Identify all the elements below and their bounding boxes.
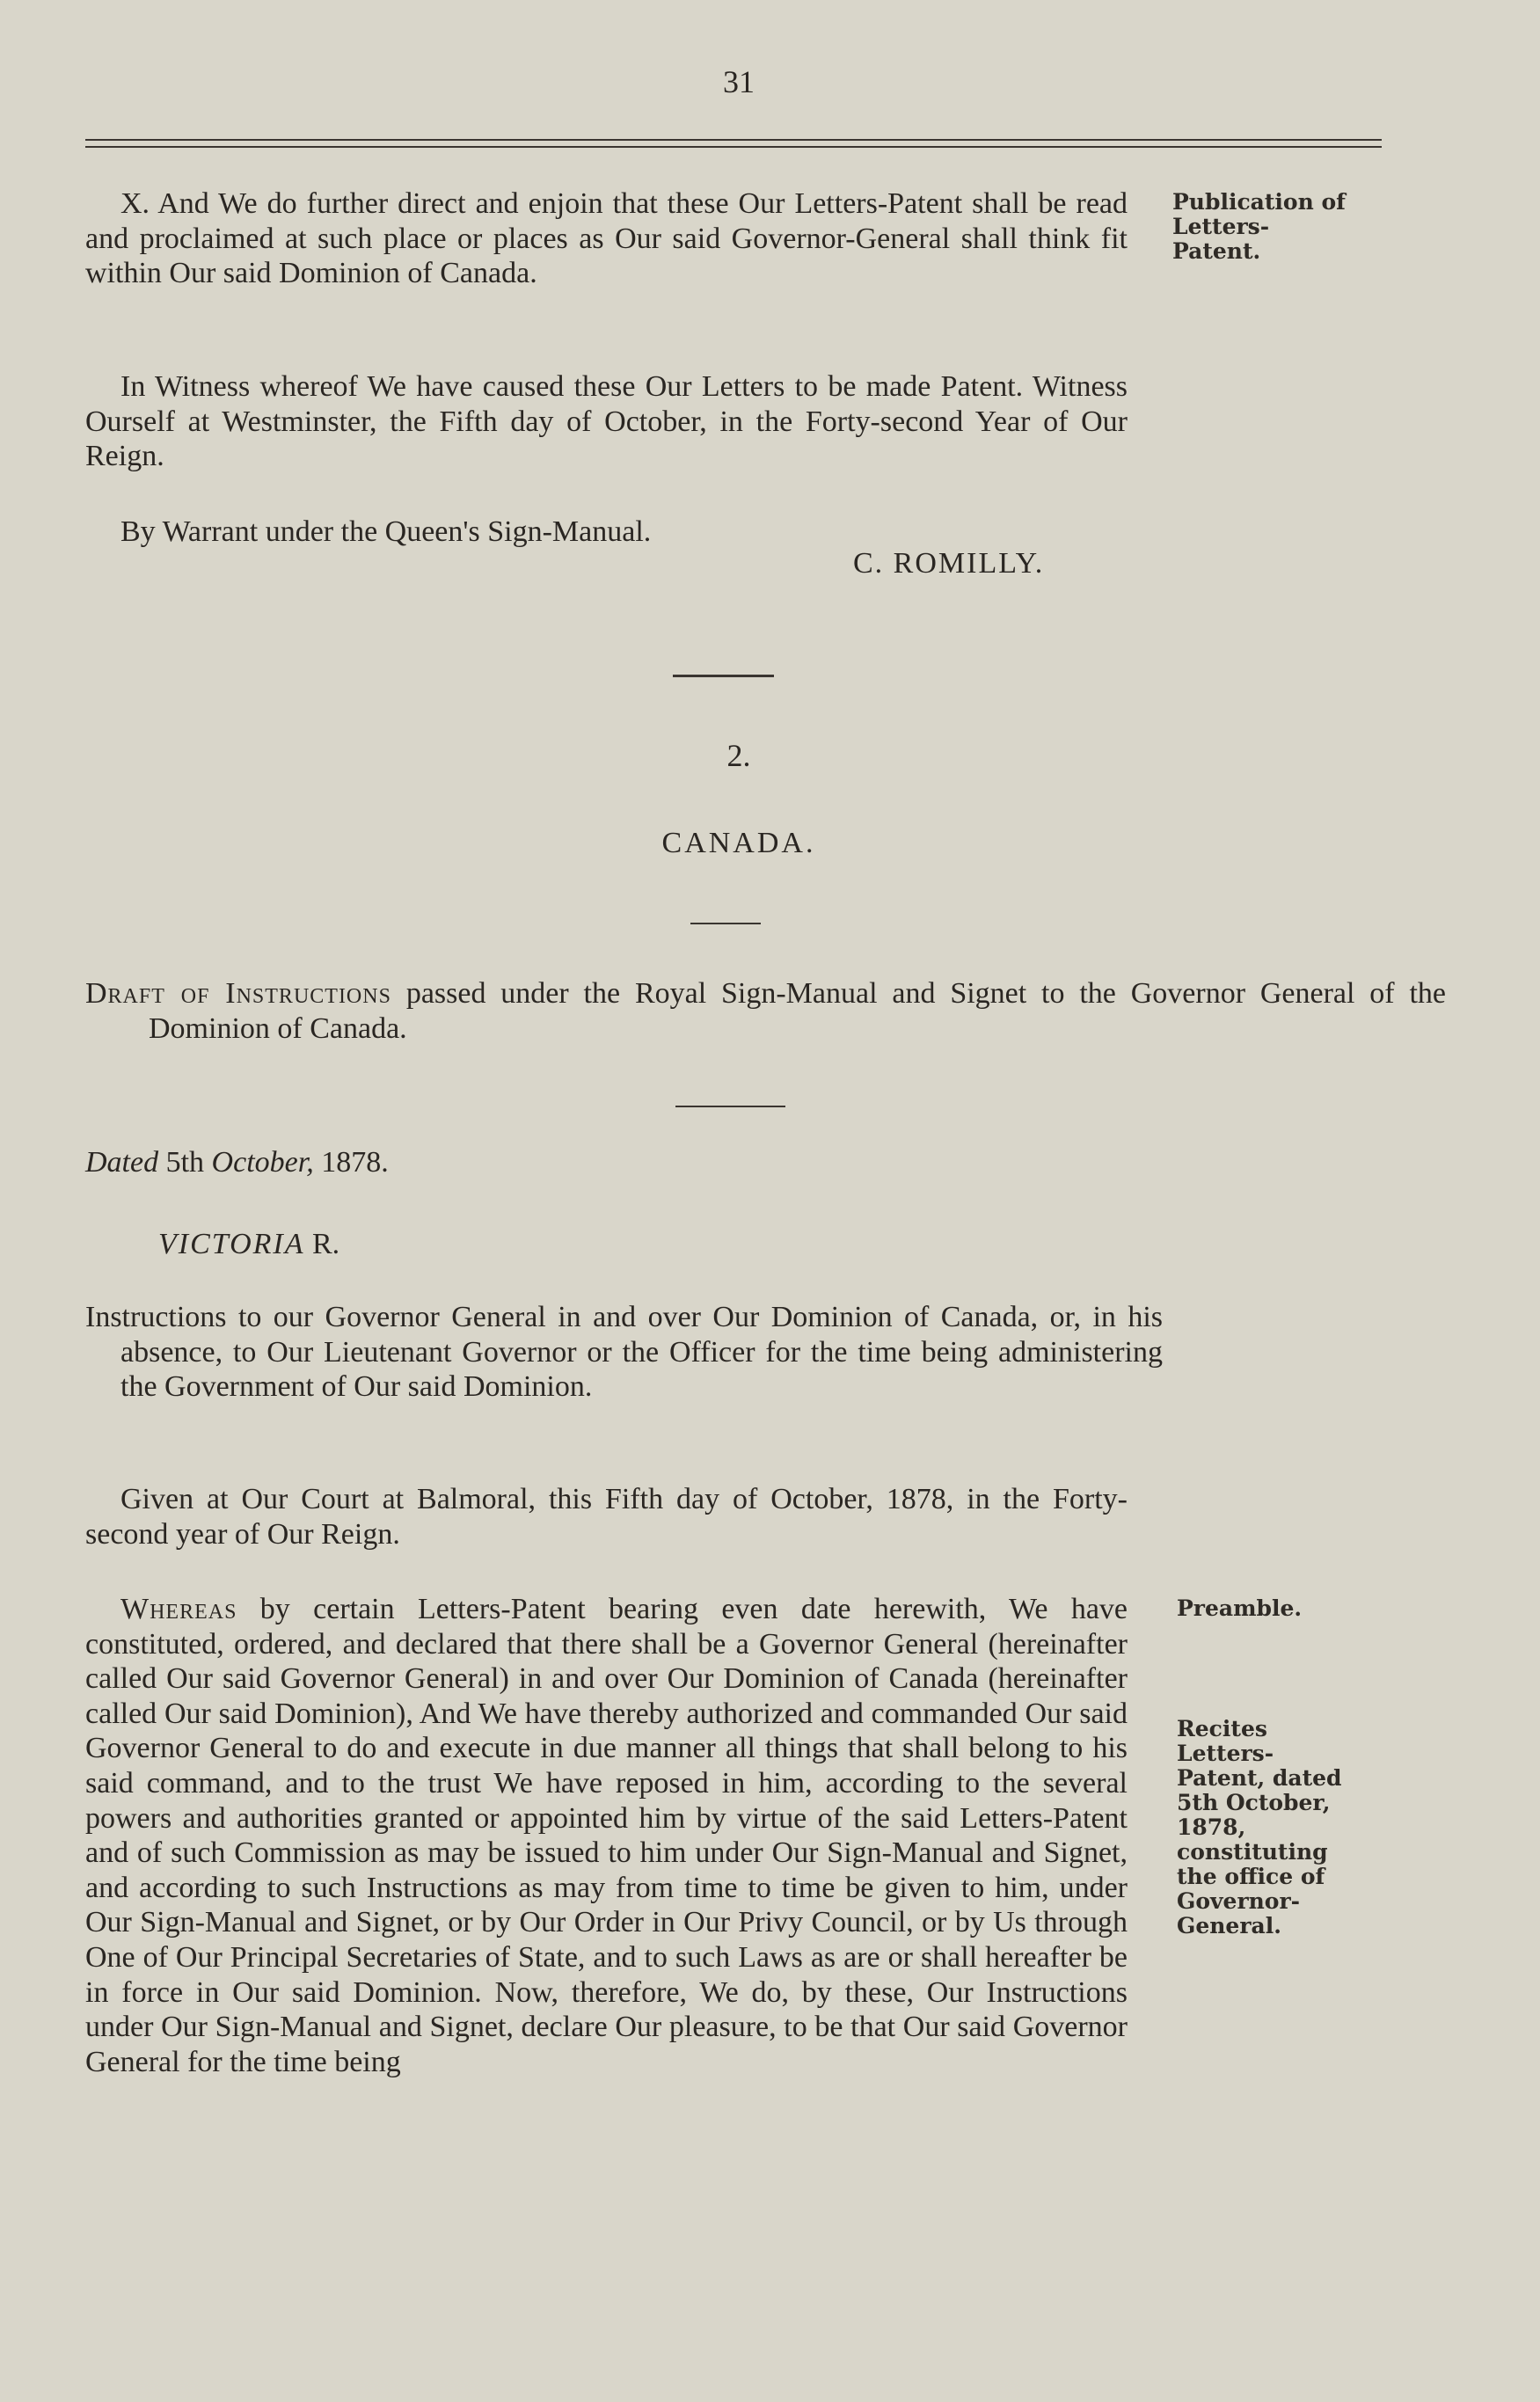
page-number: 31	[723, 64, 755, 99]
dated-year: 1878.	[321, 1146, 389, 1179]
signature-romilly: C. ROMILLY.	[853, 547, 1045, 580]
victoria-line	[158, 1227, 339, 1262]
warrant-line: By Warrant under the Queen's Sign-Manual.	[120, 515, 652, 548]
dated-month: October,	[211, 1146, 314, 1179]
witness-paragraph	[85, 369, 1128, 474]
preamble-text: by certain Letters-Patent bearing even date herewith, We have constituted, ordered, and declared that there shall be a Governor General (hereinafter called Our said Governor General) in and over Our Dominion of Canada (hereinafter called Our said Dominion), And We have thereby authorized and commanded Our said Governor General to do and execute in due manner all things that shall belong to his said command, and to the trust We have reposed in him, according to the several powers and authorities granted or appointed him by virtue of the said Letters-Patent and of such Commission as may be issued to him under Our Sign-Manual and Signet, and according to such Instructions as may from time to time be given to him, under Our Sign-Manual and Signet, or by Our Order in Our Privy Council, or by Us through One of Our Principal Secretaries of State, and to such Laws as are or shall hereafter be in force in Our said Dominion. Now, therefore, We do, by these, Our Instructions under Our Sign-Manual and Signet, declare Our pleasure, to be that Our said Governor General for the time being	[85, 1593, 1128, 2078]
document-number: 2.	[726, 738, 751, 773]
separator-rule-3	[675, 1106, 785, 1107]
given-at-text: Given at Our Court at Balmoral, this Fifth day of October, 1878, in the Forty-second year of Our Reign.	[85, 1483, 1128, 1551]
draft-paragraph	[85, 976, 1446, 1046]
header-rule-top	[85, 139, 1382, 141]
separator-rule-2	[690, 923, 761, 924]
header-rule-bottom	[85, 146, 1382, 148]
separator-rule-1	[673, 675, 774, 677]
section-x-paragraph	[85, 186, 1128, 291]
draft-text: passed under the Royal Sign-Manual and Signet to the Governor General of the Dominion of Canada.	[149, 977, 1447, 1045]
margin-note-publication: Publication of Letters-Patent.	[1172, 189, 1346, 264]
dated-label: Dated	[85, 1146, 159, 1179]
margin-note-preamble: Preamble.	[1177, 1595, 1303, 1621]
given-at-paragraph	[85, 1482, 1128, 1551]
section-x-text: X. And We do further direct and enjoin that these Our Letters-Patent shall be read and proclaimed at such place or places as Our said Governor-General shall think fit within Our said Dominion of Canada.	[85, 187, 1128, 289]
draft-lead: Draft of Instructions	[85, 977, 391, 1010]
victoria-r: R.	[311, 1228, 340, 1260]
preamble-lead: Whereas	[120, 1593, 237, 1625]
dated-day: 5th	[165, 1146, 205, 1179]
heading-canada: CANADA.	[661, 827, 816, 859]
witness-text: In Witness whereof We have caused these Our Letters to be made Patent. Witness Ourself at Westminster, the Fifth day of October, in the Forty-second Year of Our Reign.	[85, 370, 1128, 472]
instructions-to-paragraph: Instructions to our Governor General in and over Our Dominion of Canada, or, in his absence, to Our Lieutenant Governor or the Officer for the time being administering the Government of Our said Dominion.	[85, 1301, 1163, 1403]
preamble-paragraph	[85, 1592, 1128, 2079]
dated-line	[85, 1145, 389, 1180]
margin-note-recites: Recites Letters-Patent, dated 5th October, 1878, constituting the office of Governor-General.	[1177, 1716, 1342, 1938]
victoria-name: VICTORIA	[158, 1228, 305, 1260]
